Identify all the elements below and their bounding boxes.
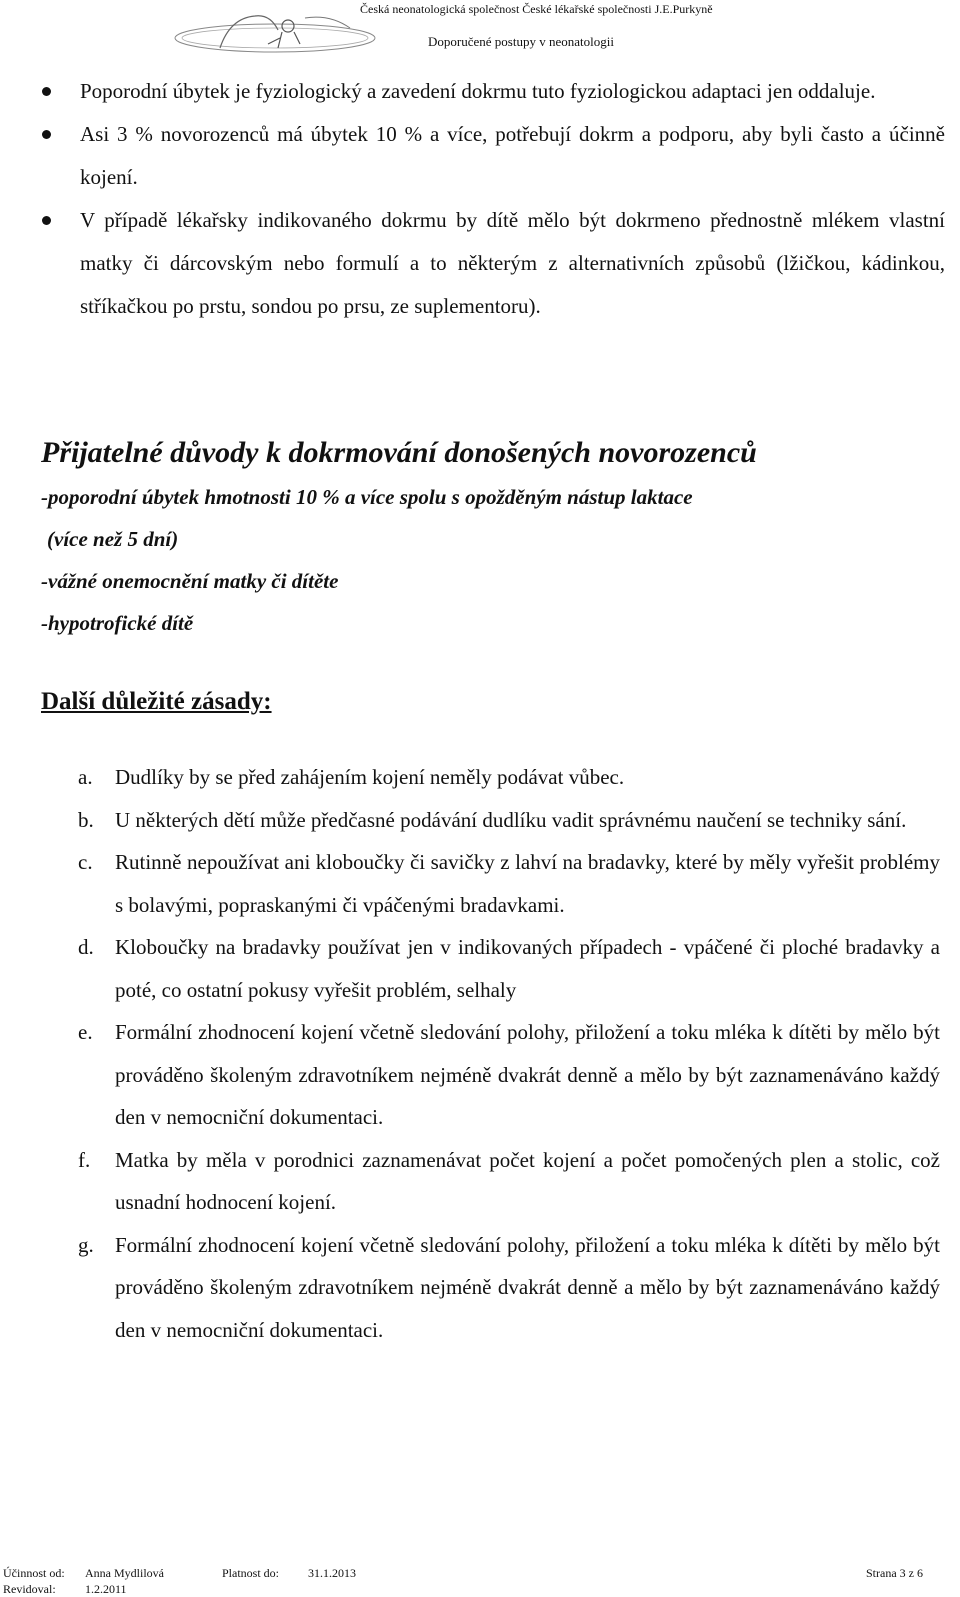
bullet-item: V případě lékařsky indikovaného dokrmu by dítě mělo být dokrmeno přednostně mlékem vlastní matky či dárcovským nebo formulí a to některým z alternativních způsobů (lžičkou, kádinkou, stříkačkou po prstu, sondou po prsu, ze suplementoru). — [40, 199, 945, 328]
reasons-list — [41, 476, 941, 644]
item-letter: d. — [78, 935, 94, 959]
principle-item: a. Dudlíky by se před zahájením kojení neměly podávat vůbec. — [78, 756, 940, 799]
effective-label: Účinnost od: — [3, 1566, 65, 1580]
page-number: Strana 3 z 6 — [866, 1566, 923, 1580]
item-letter: e. — [78, 1020, 93, 1044]
principle-item: e. Formální zhodnocení kojení včetně sledování polohy, přiložení a toku mléka k dítěti by mělo být prováděno školeným zdravotníkem nejméně dvakrát denně a mělo by být zaznamenáváno každý den v nemocniční dokumentaci. — [78, 1011, 940, 1139]
footer-row — [0, 1581, 960, 1597]
item-letter: f. — [78, 1147, 91, 1172]
item-letter: a. — [78, 765, 93, 789]
bullet-icon — [42, 216, 51, 225]
item-letter: g. — [78, 1232, 94, 1257]
society-logo — [160, 8, 390, 60]
validity-value: 31.1.2013 — [308, 1566, 356, 1580]
principle-item: d. Kloboučky na bradavky používat jen v indikovaných případech - vpáčené či ploché bradavky a poté, co ostatní pokusy vyřešit problém, selhaly — [78, 926, 940, 1011]
bullet-icon — [42, 130, 51, 139]
item-letter: c. — [78, 850, 93, 874]
bullet-item: Asi 3 % novorozenců má úbytek 10 % a více, potřebují dokrm a podporu, aby byli často a účinně kojení. — [40, 113, 945, 199]
reasons-heading: Přijatelné důvody k dokrmování donošených novorozenců — [41, 436, 757, 469]
validity-label: Platnost do: — [222, 1566, 280, 1580]
reason-item: -vážné onemocnění matky či dítěte — [41, 569, 339, 593]
organization-name: Česká neonatologická společnost České lékařské společnosti J.E.Purkyně — [360, 2, 713, 16]
reason-item: (více než 5 dní) — [47, 527, 179, 551]
principle-item: b. U některých dětí může předčasné podávání dudlíku vadit správnému naučení se techniky sání. — [78, 799, 940, 842]
document-subtitle: Doporučené postupy v neonatologii — [428, 34, 614, 49]
effective-value: Anna Mydlilová — [85, 1566, 164, 1580]
bullet-item: Poporodní úbytek je fyziologický a zavedení dokrmu tuto fyziologickou adaptaci jen oddaluje. — [40, 70, 945, 113]
footer-row — [0, 1565, 960, 1581]
revised-label: Revidoval: — [3, 1582, 56, 1596]
bullet-icon — [42, 87, 51, 96]
principle-item: g. Formální zhodnocení kojení včetně sledování polohy, přiložení a toku mléka k dítěti by mělo být prováděno školeným zdravotníkem nejméně dvakrát denně a mělo by být zaznamenáváno každý den v nemocniční dokumentaci. — [78, 1224, 940, 1352]
principles-list — [78, 756, 940, 1351]
intro-bullet-list — [40, 70, 945, 328]
principle-item: c. Rutinně nepoužívat ani kloboučky či savičky z lahví na bradavky, které by měly vyřešit problémy s bolavými, popraskanými či vpáčenými bradavkami. — [78, 841, 940, 926]
reason-item: -poporodní úbytek hmotnosti 10 % a více spolu s opožděným nástup laktace — [41, 485, 693, 509]
principle-item: f. Matka by měla v porodnici zaznamenávat počet kojení a počet pomočených plen a stolic, což usnadní hodnocení kojení. — [78, 1139, 940, 1224]
page-footer — [0, 1565, 960, 1597]
revised-value: 1.2.2011 — [85, 1582, 127, 1596]
item-letter: b. — [78, 807, 94, 832]
page-header — [0, 0, 960, 60]
reason-item: -hypotrofické dítě — [41, 611, 194, 635]
principles-heading: Další důležité zásady: — [41, 688, 272, 715]
